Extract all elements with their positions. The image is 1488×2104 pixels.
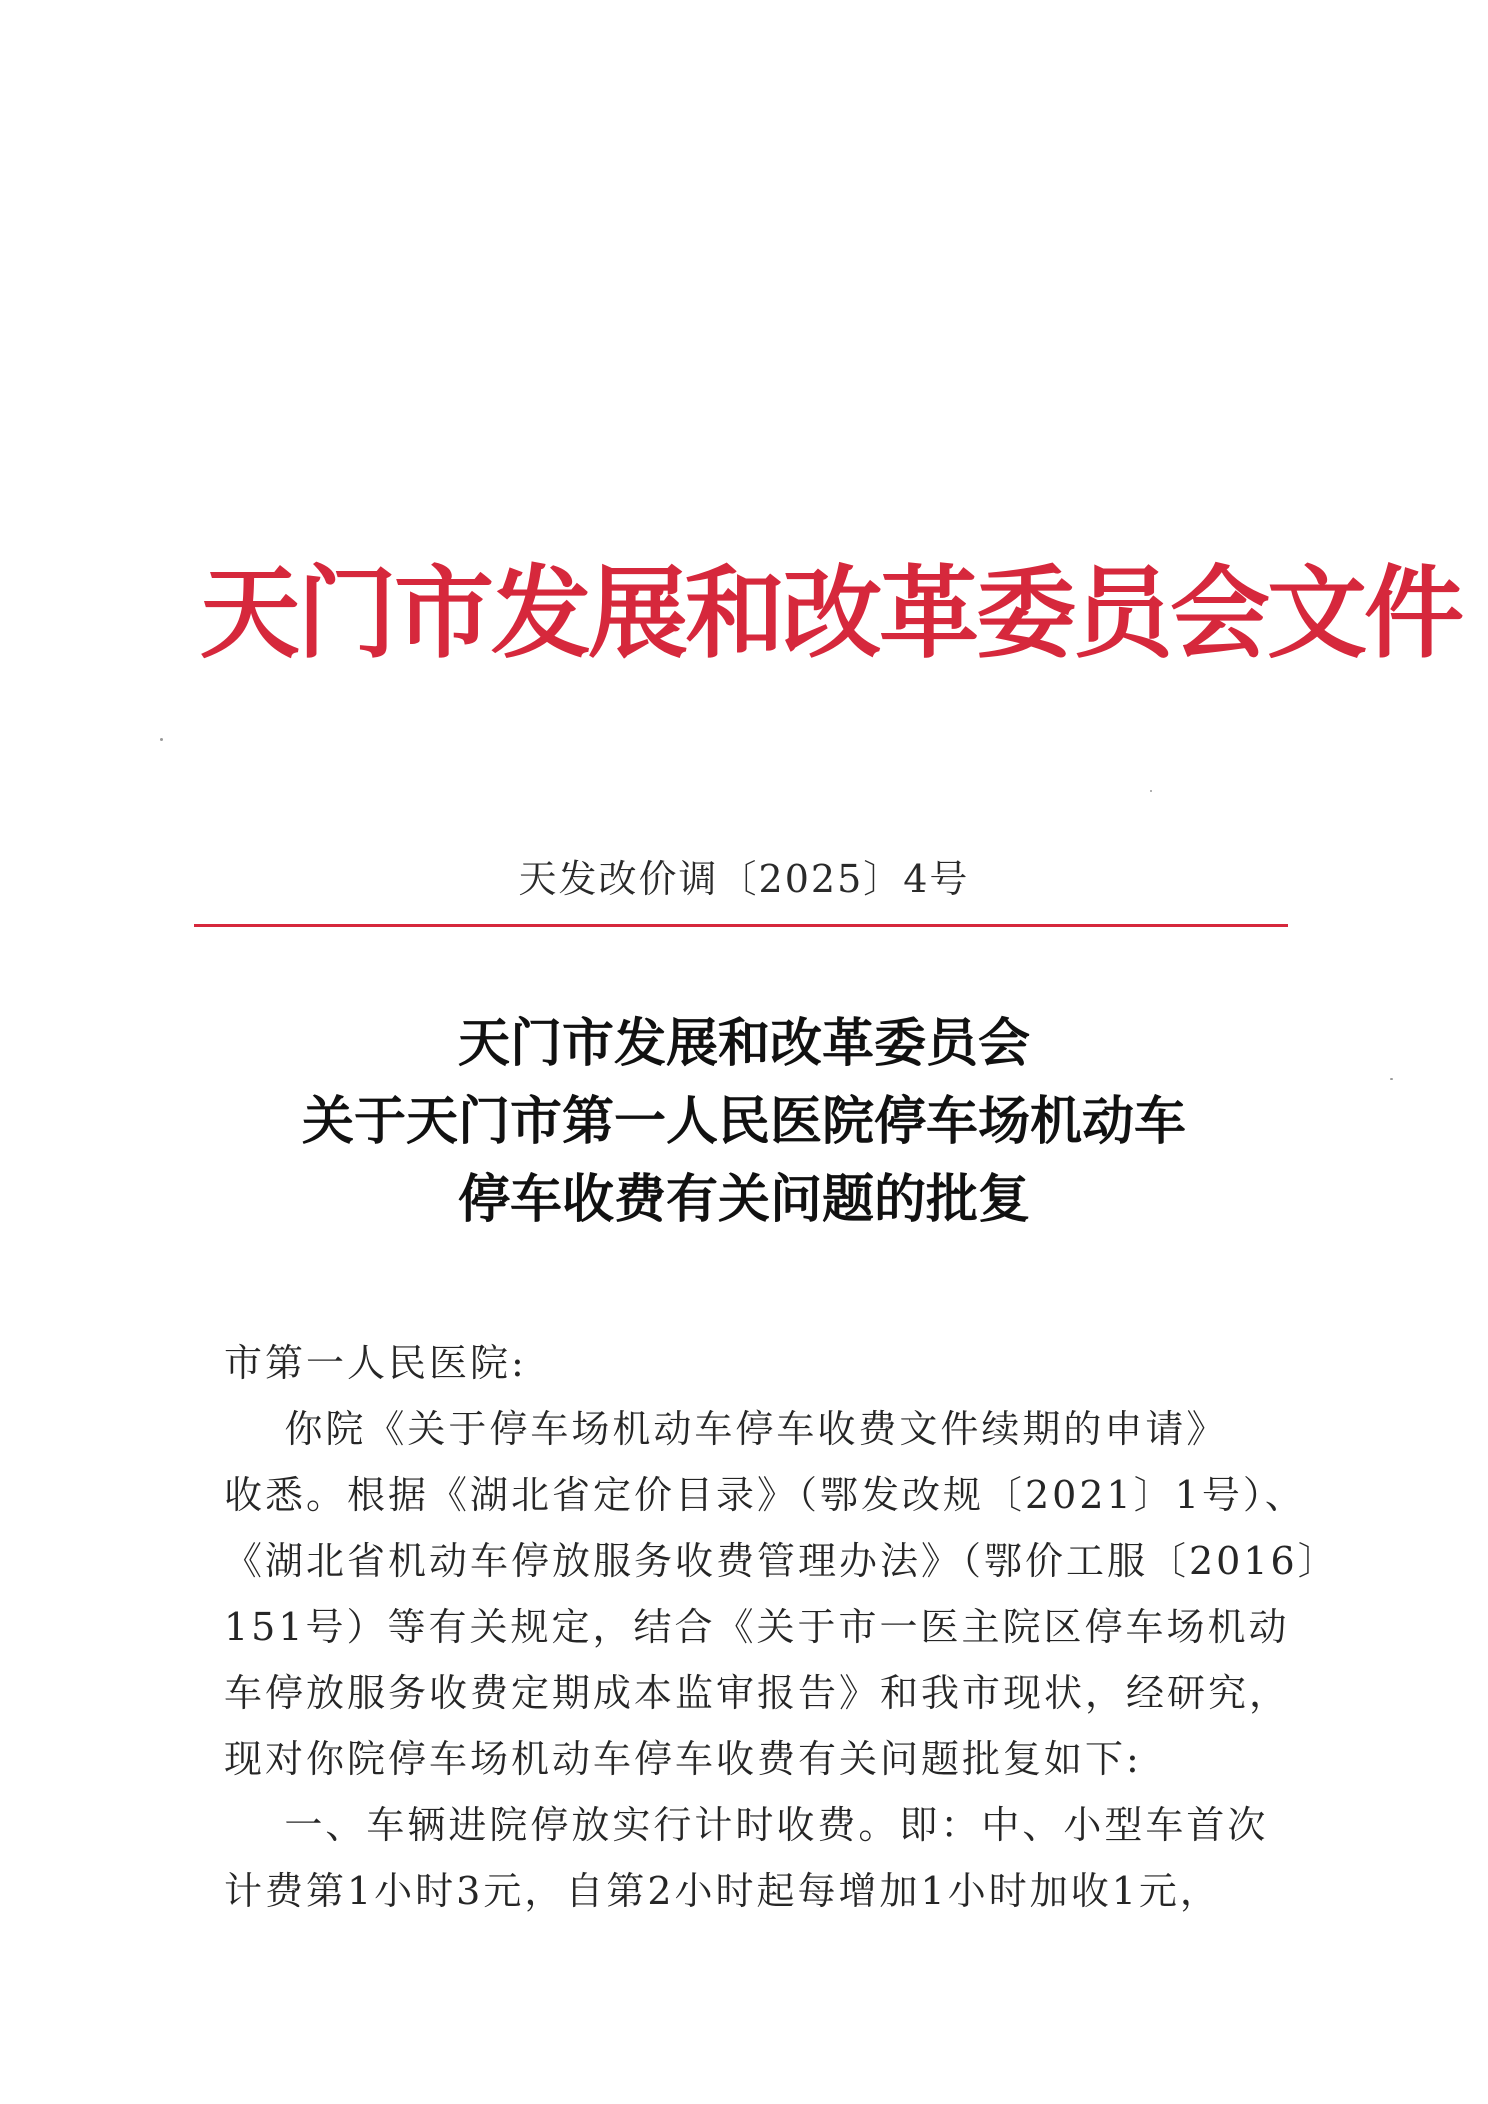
body-line: 一、车辆进院停放实行计时收费。即：中、小型车首次 — [224, 1803, 1269, 1847]
scan-speck — [1150, 790, 1152, 792]
title-line-1: 天门市发展和改革委员会 — [457, 1014, 1030, 1074]
red-divider-rule — [194, 924, 1288, 927]
salutation: 市第一人民医院: — [224, 1341, 527, 1385]
body-line: 收悉。根据《湖北省定价目录》（鄂发改规〔2021〕1号）、 — [224, 1473, 1306, 1517]
body-line: 车停放服务收费定期成本监审报告》和我市现状，经研究， — [224, 1671, 1291, 1715]
body-line: 你院《关于停车场机动车停车收费文件续期的申请》 — [224, 1407, 1228, 1451]
document-body — [224, 1330, 1339, 1924]
document-number: 天发改价调〔2025〕4号 — [518, 857, 970, 901]
body-line: 现对你院停车场机动车停车收费有关问题批复如下: — [224, 1737, 1142, 1781]
body-line: 《湖北省机动车停放服务收费管理办法》（鄂价工服〔2016〕 — [224, 1539, 1339, 1583]
scan-speck — [1390, 1078, 1393, 1080]
title-line-2: 关于天门市第一人民医院停车场机动车 — [301, 1092, 1186, 1152]
body-line: 151号）等有关规定，结合《关于市一医主院区停车场机动 — [224, 1605, 1290, 1649]
scan-speck — [160, 738, 163, 741]
document-title — [0, 1005, 1488, 1239]
issuer-banner: 天门市发展和改革委员会文件 — [200, 554, 1461, 672]
body-line: 计费第1小时3元，自第2小时起每增加1小时加收1元， — [224, 1869, 1221, 1913]
title-line-3: 停车收费有关问题的批复 — [457, 1170, 1030, 1230]
